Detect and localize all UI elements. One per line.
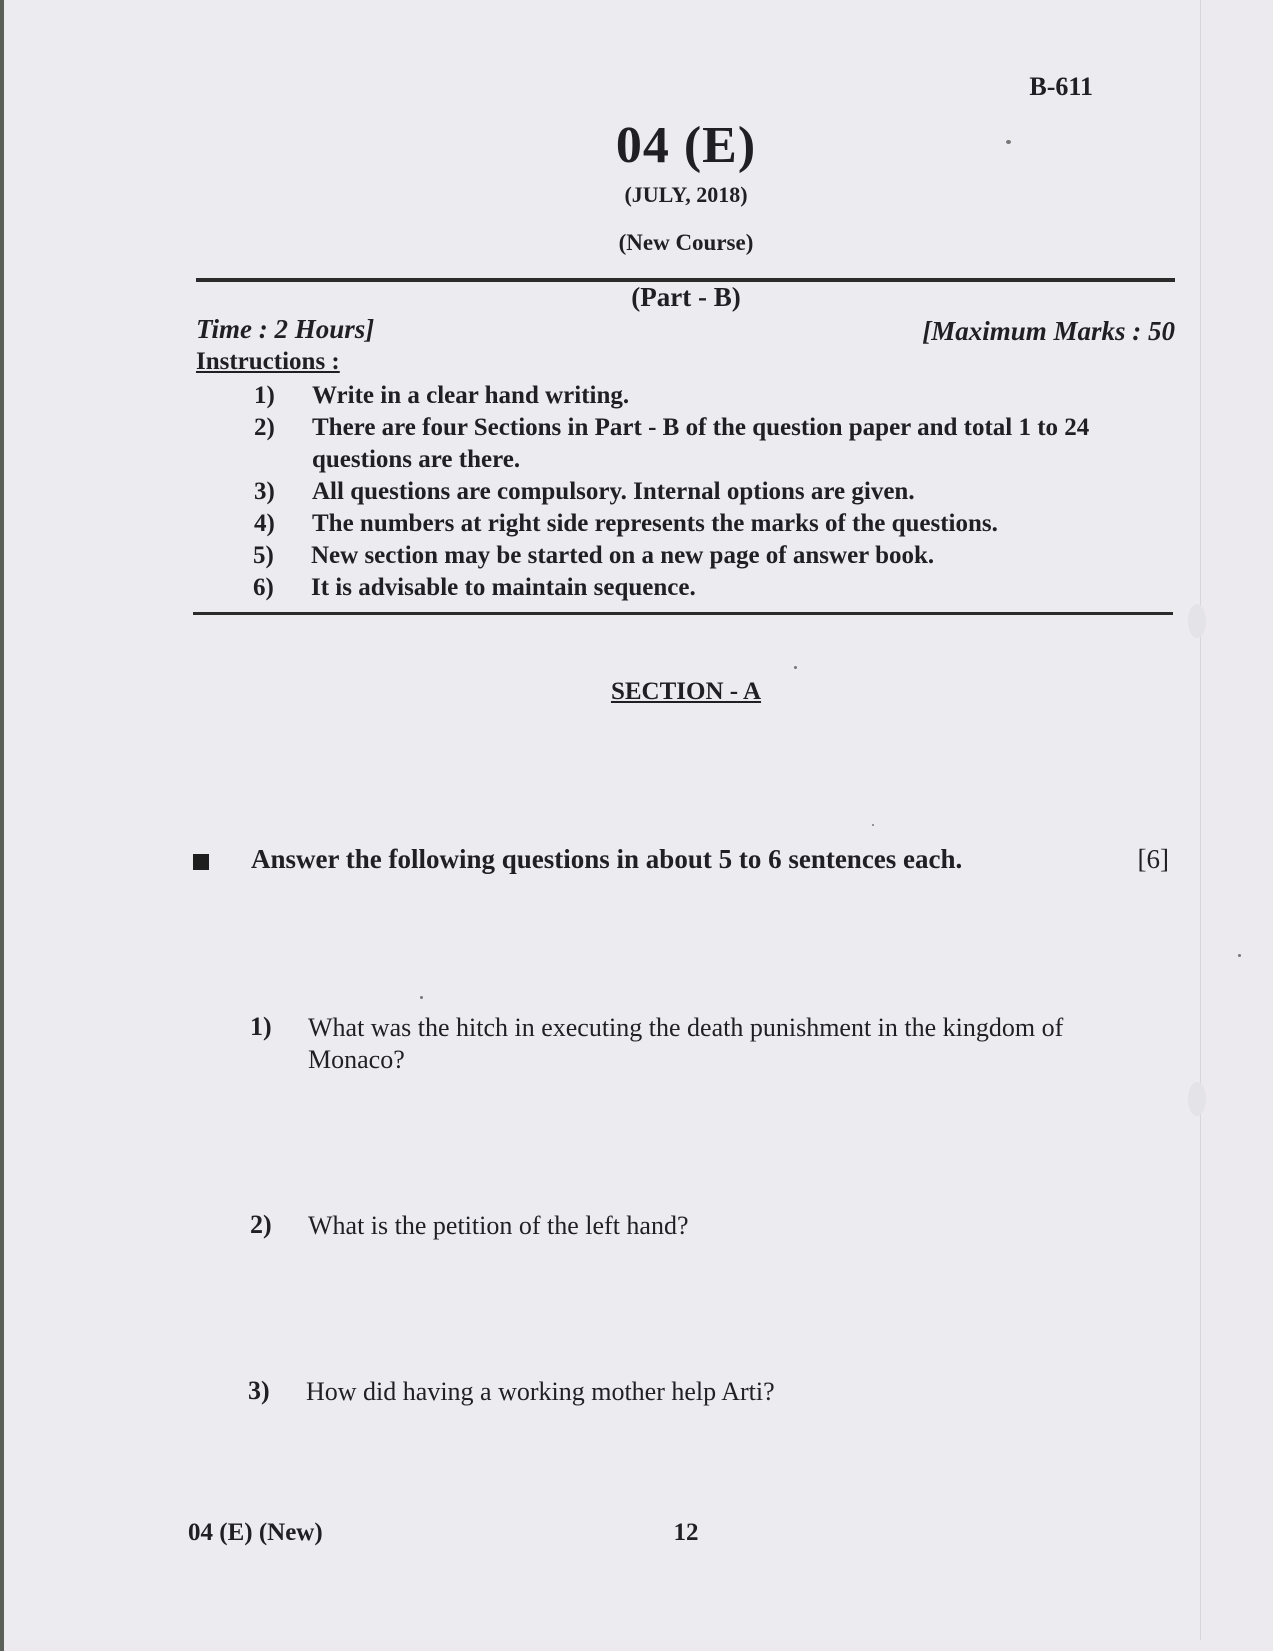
exam-session: (JULY, 2018) [624,182,748,207]
question-text: What was the hitch in executing the death punishment in the kingdom of Monaco? [308,1013,1064,1074]
instruction-text: There are four Sections in Part - B of the question paper and total 1 to 24 [312,414,1090,441]
instruction-number: 4) [254,510,275,537]
instructions-heading: Instructions : [196,348,340,375]
page-number: 12 [673,1519,699,1546]
scan-speck [872,824,874,826]
instruction-text: The numbers at right side represents the marks of the questions. [312,510,998,537]
subject-code-title: 04 (E) [615,117,757,174]
time-allowed: Time : 2 Hours] [196,314,375,344]
instructions-divider [193,612,1173,615]
square-bullet-icon [193,854,209,870]
section-title: SECTION - A [610,678,762,705]
instruction-number: 2) [254,414,275,441]
instruction-text: All questions are compulsory. Internal options are given. [312,478,915,505]
question-text: What is the petition of the left hand? [308,1211,689,1240]
instruction-number: 1) [254,382,275,409]
page-edge-notch [1188,604,1206,638]
scan-speck [794,666,797,669]
section-prompt: Answer the following questions in about 5 to 6 sentences each. [251,844,963,874]
course-label: (New Course) [618,230,754,255]
instruction-number: 6) [253,574,274,601]
instruction-text: Write in a clear hand writing. [312,382,630,409]
question-number: 1) [250,1012,272,1041]
part-label: (Part - B) [631,282,741,312]
paper-code: B-611 [1029,72,1093,101]
footer-paper-code: 04 (E) (New) [188,1519,323,1546]
instruction-number: 5) [253,542,274,569]
question-number: 2) [250,1210,272,1239]
instruction-text: questions are there. [312,446,521,473]
instruction-text: It is advisable to maintain sequence. [311,574,696,601]
instruction-number: 3) [254,478,275,505]
section-marks: [6] [1137,844,1169,874]
scan-speck [420,996,423,999]
maximum-marks: [Maximum Marks : 50 [922,316,1175,346]
question-text: How did having a working mother help Arti? [306,1377,775,1406]
scan-speck [1006,140,1011,144]
page-edge-notch [1188,1082,1206,1116]
scan-speck [1238,954,1241,957]
question-number: 3) [248,1376,270,1405]
instruction-text: New section may be started on a new page of answer book. [311,542,935,569]
